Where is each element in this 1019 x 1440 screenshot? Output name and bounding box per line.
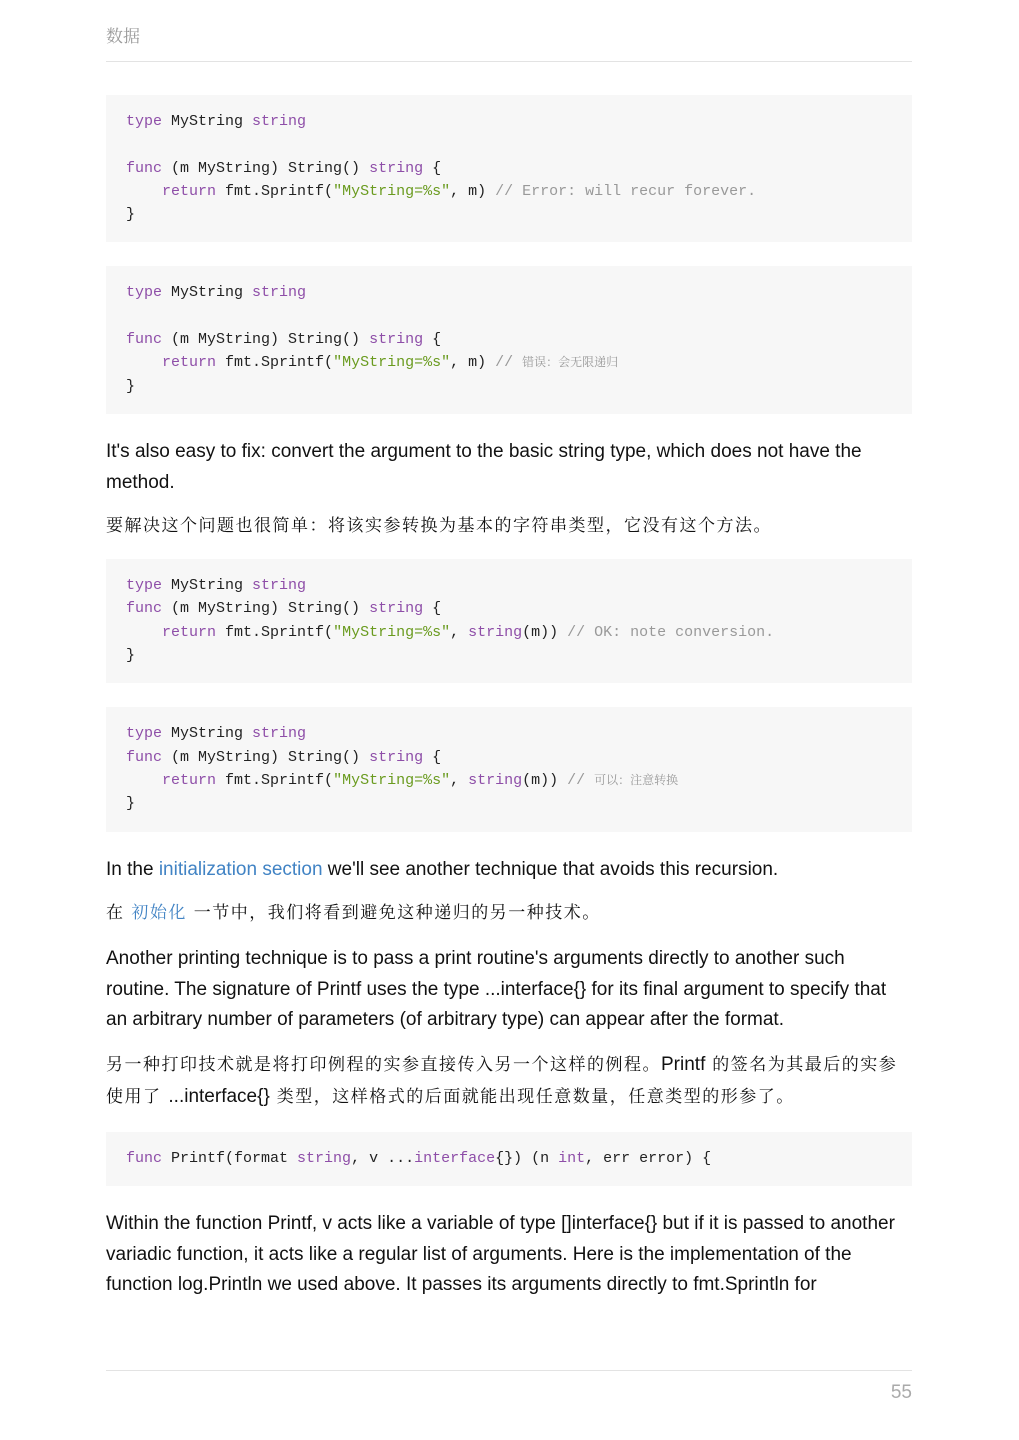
code-token: // Error: will recur forever.	[495, 182, 757, 200]
code-token: string	[369, 600, 424, 618]
paragraph-en	[106, 855, 912, 886]
code-token: return	[162, 623, 217, 641]
code-token: func	[126, 331, 163, 349]
code-block	[106, 1132, 912, 1186]
code-token: func	[126, 600, 163, 618]
code-token: string	[252, 577, 307, 595]
code-block	[106, 707, 912, 831]
code-token: , m)	[450, 354, 496, 372]
paragraph-text: Printf	[661, 1053, 706, 1075]
code-line	[126, 281, 892, 304]
paragraph-en: Within the function Printf, v acts like a variable of type []interface{} but if it is passed to another variadic function, it acts like a regular list of arguments. Here is the implementation of the function log.Println we used above. It passes its arguments directly to fmt.Sprintln for	[106, 1213, 895, 1296]
page-number: 55	[890, 1382, 912, 1403]
code-token: fmt.Sprintf(	[216, 623, 334, 641]
code-token: Printf(format	[162, 1149, 298, 1167]
code-token: 可以：注意转换	[594, 772, 679, 787]
code-token: "MyString=%s"	[333, 771, 451, 789]
code-token: fmt.Sprintf(	[216, 771, 334, 789]
code-token: }	[126, 206, 136, 224]
chapter-title: 数据	[106, 27, 140, 47]
paragraph-text: 一节中，我们将看到避免这种递归的另一种技术。	[186, 903, 601, 924]
page-header	[106, 22, 912, 62]
code-token: interface	[414, 1149, 496, 1167]
code-token: {}) (n	[495, 1149, 559, 1167]
code-token: func	[126, 159, 163, 177]
code-token: {	[423, 600, 442, 618]
code-token: string	[252, 113, 307, 130]
code-token: (m))	[522, 771, 568, 789]
code-line	[126, 328, 892, 351]
code-token: func	[126, 748, 163, 766]
code-token: fmt.Sprintf(	[216, 182, 334, 200]
code-line	[126, 110, 892, 133]
paragraph-text: 的签名为其最后的实参使用了	[106, 1054, 898, 1107]
code-token: (m MyString) String()	[162, 331, 370, 349]
code-line	[126, 621, 892, 644]
paragraph-text: we'll see another technique that avoids this recursion.	[322, 858, 779, 880]
code-token: type	[126, 284, 163, 302]
initialization-section-link[interactable]: initialization section	[158, 858, 323, 880]
code-token: MyString	[162, 577, 253, 595]
code-token: MyString	[162, 284, 253, 302]
code-line	[126, 180, 892, 203]
code-token: MyString	[162, 725, 253, 743]
paragraph-en: It's also easy to fix: convert the argument to the basic string type, which does not have the method.	[106, 440, 862, 493]
code-token: ,	[450, 771, 469, 789]
code-token: , v ...	[351, 1149, 415, 1167]
code-token: }	[126, 647, 136, 665]
paragraph-cn	[106, 898, 912, 929]
code-token: {	[423, 159, 442, 177]
code-line	[126, 574, 892, 597]
code-line	[126, 746, 892, 769]
initialization-link-cn[interactable]: 初始化	[131, 903, 187, 924]
code-token: "MyString=%s"	[333, 182, 451, 200]
code-block	[106, 559, 912, 683]
code-line	[126, 769, 892, 792]
code-line	[126, 351, 892, 374]
code-token: }	[126, 377, 136, 395]
code-token: type	[126, 113, 163, 130]
code-token: , m)	[450, 182, 496, 200]
code-token: //	[495, 354, 523, 372]
code-token: string	[369, 748, 424, 766]
code-token: , err error) {	[585, 1149, 712, 1167]
code-token: // OK: note conversion.	[567, 623, 775, 641]
code-line	[126, 157, 892, 180]
code-line	[126, 305, 892, 328]
paragraph-cn	[106, 1049, 912, 1113]
paragraph-text: In the	[106, 858, 159, 880]
code-token: (m MyString) String()	[162, 159, 370, 177]
code-token: (m MyString) String()	[162, 748, 370, 766]
paragraph-text: ...interface{}	[168, 1085, 270, 1107]
code-token: (m MyString) String()	[162, 600, 370, 618]
code-token: (m))	[522, 623, 568, 641]
code-line	[126, 203, 892, 226]
code-token	[126, 624, 162, 641]
code-token: return	[162, 182, 217, 200]
code-token: fmt.Sprintf(	[216, 354, 334, 372]
code-token: string	[369, 159, 424, 177]
paragraph-cn: 要解决这个问题也很简单：将该实参转换为基本的字符串类型，它没有这个方法。	[106, 516, 772, 537]
paragraph-en: Another printing technique is to pass a print routine's arguments directly to another such routine. The signature of Printf uses the type ...interface{} for its final argument to specify that an arbitrary number of parameters (of arbitrary type) can appear after the format.	[106, 948, 887, 1031]
paragraph-text: 类型，这样格式的后面就能出现任意数量，任意类型的形参了。	[269, 1086, 795, 1107]
code-token: string	[369, 331, 424, 349]
code-token: ,	[450, 623, 469, 641]
code-token: 错误：会无限递归	[522, 355, 619, 370]
code-token: "MyString=%s"	[333, 623, 451, 641]
code-line	[126, 597, 892, 620]
code-token: //	[567, 771, 595, 789]
code-line	[126, 644, 892, 667]
code-line	[126, 792, 892, 815]
code-token: string	[468, 771, 523, 789]
code-token: string	[252, 284, 307, 302]
code-token: return	[162, 354, 217, 372]
code-block	[106, 266, 912, 413]
page-footer	[106, 1370, 912, 1403]
code-token: func	[126, 1149, 163, 1167]
code-token	[126, 183, 162, 200]
code-token: return	[162, 771, 217, 789]
paragraph-text: 在	[106, 903, 132, 924]
code-line	[126, 133, 892, 156]
code-token: string	[468, 623, 523, 641]
code-line	[126, 1147, 892, 1170]
code-block	[106, 95, 912, 242]
code-token: string	[252, 725, 307, 743]
code-token: }	[126, 795, 136, 813]
page-content	[106, 95, 912, 1301]
code-token	[126, 354, 162, 371]
code-line	[126, 375, 892, 398]
code-token: string	[297, 1149, 352, 1167]
code-token: MyString	[162, 113, 253, 130]
code-token: {	[423, 331, 442, 349]
code-token: int	[558, 1149, 586, 1167]
code-line	[126, 722, 892, 745]
code-token: type	[126, 577, 163, 595]
paragraph-text: 另一种打印技术就是将打印例程的实参直接传入另一个这样的例程。	[106, 1054, 661, 1075]
code-token	[126, 772, 162, 789]
code-token: {	[423, 748, 442, 766]
code-token: "MyString=%s"	[333, 354, 451, 372]
code-token: type	[126, 725, 163, 743]
